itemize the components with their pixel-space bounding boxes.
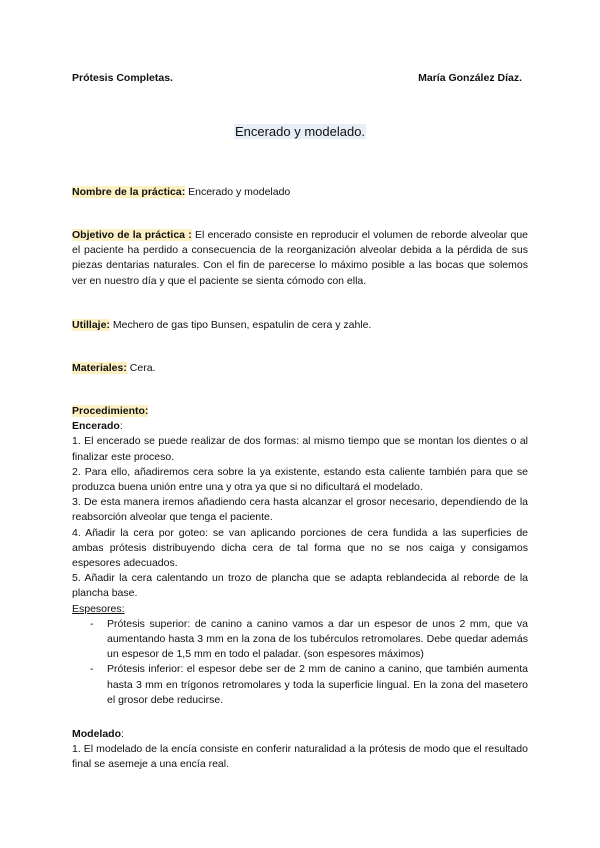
espesores-item bbox=[72, 617, 528, 663]
nombre-section bbox=[72, 185, 528, 200]
encerado-colon: : bbox=[119, 420, 123, 433]
encerado-step: 5. Añadir la cera calentando un trozo de plancha que se adapta reblandecida al reborde de la plancha base. bbox=[72, 572, 528, 600]
espesores-list bbox=[72, 617, 528, 708]
encerado-label: Encerado bbox=[72, 420, 120, 433]
espesores-item bbox=[72, 662, 528, 708]
nombre-label: Nombre de la práctica: bbox=[72, 186, 186, 198]
page-title bbox=[0, 124, 600, 139]
materiales-label: Materiales: bbox=[72, 362, 127, 374]
materiales-section bbox=[72, 361, 528, 376]
utillaje-section bbox=[72, 318, 528, 333]
objetivo-label: Objetivo de la práctica : bbox=[72, 229, 192, 241]
encerado-step: 4. Añadir la cera por goteo: se van aplicando porciones de cera fundida a las superficies de ambas prótesis distribuyendo dicha cera de tal forma que no se nos caiga y consigamos espesores adecuados. bbox=[72, 526, 528, 570]
modelado-label: Modelado bbox=[72, 728, 121, 740]
encerado-step: 1. El encerado se puede realizar de dos formas: al mismo tiempo que se montan los dientes o al finalizar este proceso. bbox=[72, 435, 528, 463]
espesores-label: Espesores: bbox=[72, 602, 125, 615]
header-subject: Prótesis Completas. bbox=[72, 72, 173, 84]
modelado-step: 1. El modelado de la encía consiste en conferir naturalidad a la prótesis de modo que el resultado final se asemeje a una encía real. bbox=[72, 743, 528, 771]
objetivo-section bbox=[72, 228, 528, 289]
procedimiento-label: Procedimiento: bbox=[72, 405, 149, 417]
header-author: María González Díaz. bbox=[418, 72, 522, 84]
modelado-colon: : bbox=[121, 728, 124, 740]
encerado-step: 3. De esta manera iremos añadiendo cera hasta alcanzar el grosor necesario, dependiendo de la reabsorción alveolar que tenga el paciente. bbox=[72, 496, 528, 524]
espesores-item-text: Prótesis inferior: el espesor debe ser de 2 mm de canino a canino, que también aumenta hasta 3 mm en trígonos retromolares y toda la superficie lingual. En la zona del masetero el grosor debe reducirse. bbox=[107, 663, 528, 706]
objetivo-text: El encerado consiste en reproducir el volumen de reborde alveolar que el paciente ha perdido a consecuencia de la reorganización alveolar debida a la pérdida de sus piezas dentarias naturales. Con el fin de parecerse lo máximo posible a las bocas que solemos ver en nuestro día y que el paciente se sienta cómodo con ella. bbox=[72, 229, 529, 287]
materiales-text: Cera. bbox=[129, 362, 156, 374]
dash-bullet: - bbox=[90, 663, 94, 676]
utillaje-label: Utillaje: bbox=[72, 319, 110, 331]
modelado-section bbox=[72, 727, 528, 773]
dash-bullet: - bbox=[90, 617, 94, 630]
espesores-item-text: Prótesis superior: de canino a canino vamos a dar un espesor de unos 2 mm, que va aumentando hasta 3 mm en la zona de los tubérculos retromolares. Debe quedar además un espesor de 1,5 mm en todo el paladar. (son espesores máximos) bbox=[107, 617, 528, 661]
utillaje-text: Mechero de gas tipo Bunsen, espatulin de cera y zahle. bbox=[112, 319, 372, 331]
page-title-text: Encerado y modelado. bbox=[234, 124, 366, 139]
procedimiento-section bbox=[72, 404, 528, 708]
encerado-step: 2. Para ello, añadiremos cera sobre la ya existente, estando esta caliente también para que se produzca buena unión entre una y otra ya que si no dificultará el modelado. bbox=[72, 465, 528, 494]
nombre-value: Encerado y modelado bbox=[188, 186, 291, 198]
